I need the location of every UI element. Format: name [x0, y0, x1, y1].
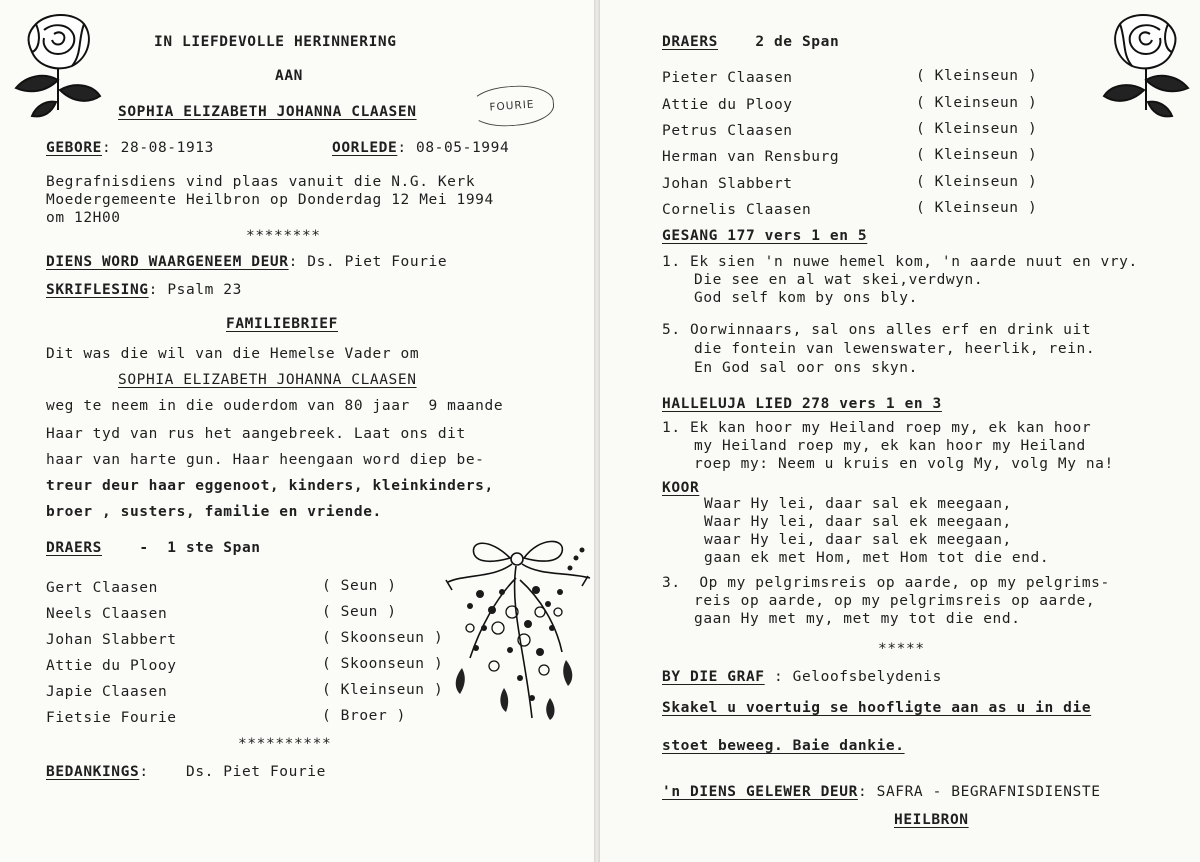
bearer-name: Fietsie Fourie [46, 710, 177, 726]
handwritten-maiden-name: FOURIE [469, 83, 556, 129]
bearer-name: Johan Slabbert [662, 176, 793, 192]
family-letter-heading: FAMILIEBRIEF [226, 316, 338, 332]
died-date: 08-05-1994 [415, 140, 510, 156]
reading-text: Psalm 23 [167, 282, 242, 298]
bearer-relation: ( Kleinseun ) [322, 682, 444, 698]
left-page [0, 0, 594, 862]
memorial-heading: IN LIEFDEVOLLE HERINNERING [154, 34, 397, 50]
bearer-relation: ( Seun ) [322, 578, 397, 594]
right-page [600, 0, 1200, 862]
service-provider-row: 'n DIENS GELEWER DEUR: SAFRA - BEGRAFNISDIENSTE [662, 784, 1101, 800]
bearer-relation: ( Kleinseun ) [916, 95, 1038, 111]
grave-label: BY DIE GRAF [662, 669, 765, 685]
rose-icon [1096, 10, 1196, 122]
rose-icon [8, 10, 108, 122]
bearer-name: Gert Claasen [46, 580, 158, 596]
bearer-relation: ( Seun ) [322, 604, 397, 620]
floral-bouquet-icon [440, 528, 594, 728]
town-name: HEILBRON [894, 812, 969, 828]
grave-text: Geloofsbelydenis [792, 669, 942, 685]
reading-label: SKRIFLESING [46, 282, 149, 298]
bearer-name: Japie Claasen [46, 684, 168, 700]
born-label: GEBORE [46, 140, 102, 156]
aan-label: AAN [275, 68, 303, 84]
born-date: 28-08-1913 [120, 140, 214, 156]
bearer-relation: ( Kleinseun ) [916, 174, 1038, 190]
divider-stars: ********** [238, 736, 332, 752]
letter-line: treur deur haar eggenoot, kinders, kleinkinders, [46, 478, 494, 494]
bearer-relation: ( Skoonseun ) [322, 630, 444, 646]
grave-row: BY DIE GRAF : Geloofsbelydenis [662, 669, 942, 685]
bearer-relation: ( Kleinseun ) [916, 121, 1038, 137]
hymn-line: 5. Oorwinnaars, sal ons alles erf en drink uit [662, 322, 1092, 338]
bearers-header-2 [662, 34, 839, 50]
divider-stars: ***** [878, 641, 925, 657]
bearer-relation: ( Kleinseun ) [916, 200, 1038, 216]
hymn-heading: GESANG 177 vers 1 en 5 [662, 228, 868, 244]
service-line: om 12H00 [46, 210, 121, 226]
deceased-name: SOPHIA ELIZABETH JOHANNA CLAASEN [118, 104, 417, 120]
bearer-name: Pieter Claasen [662, 70, 793, 86]
thanks-row: BEDANKINGS: Ds. Piet Fourie [46, 764, 326, 780]
service-provider-label: 'n DIENS GELEWER DEUR [662, 784, 858, 800]
bearers-header-1 [46, 540, 261, 556]
hymn-line: God self kom by ons bly. [694, 290, 918, 306]
officiant-label: DIENS WORD WAARGENEEM DEUR [46, 254, 289, 270]
bearers-team: 2 de Span [755, 34, 840, 50]
chorus-label: KOOR [662, 480, 700, 496]
chorus-line: Waar Hy lei, daar sal ek meegaan, [704, 496, 1012, 512]
letter-line: Haar tyd van rus het aangebreek. Laat ons dit [46, 426, 466, 442]
thanks-label: BEDANKINGS [46, 764, 140, 780]
officiant-name: Ds. Piet Fourie [307, 254, 448, 270]
hymn-line: En God sal oor ons skyn. [694, 360, 918, 376]
officiant-row: DIENS WORD WAARGENEEM DEUR: Ds. Piet Fourie [46, 254, 448, 270]
born-row: GEBORE: 28-08-1913 [46, 140, 214, 156]
song-line: reis op aarde, op my pelgrimsreis op aarde, [694, 593, 1096, 609]
song-line: roep my: Neem u kruis en volg My, volg My na! [694, 456, 1114, 472]
hymn-line: die fontein van lewenswater, heerlik, rein. [694, 341, 1096, 357]
died-label: OORLEDE [332, 140, 398, 156]
bearer-name: Cornelis Claasen [662, 202, 812, 218]
bearers-team: - 1 ste Span [139, 540, 261, 556]
letter-line: haar van harte gun. Haar heengaan word diep be- [46, 452, 485, 468]
song-heading: HALLELUJA LIED 278 vers 1 en 3 [662, 396, 942, 412]
bearer-name: Petrus Claasen [662, 123, 793, 139]
song-line: my Heiland roep my, ek kan hoor my Heiland [694, 438, 1086, 454]
bearer-name: Neels Claasen [46, 606, 168, 622]
bearer-name: Herman van Rensburg [662, 149, 840, 165]
bearers-label: DRAERS [662, 34, 718, 50]
chorus-line: gaan ek met Hom, met Hom tot die end. [704, 550, 1050, 566]
bearer-relation: ( Kleinseun ) [916, 147, 1038, 163]
chorus-line: Waar Hy lei, daar sal ek meegaan, [704, 514, 1012, 530]
bearers-label: DRAERS [46, 540, 102, 556]
reading-row: SKRIFLESING: Psalm 23 [46, 282, 242, 298]
chorus-line: waar Hy lei, daar sal ek meegaan, [704, 532, 1012, 548]
bearer-relation: ( Skoonseun ) [322, 656, 444, 672]
thanks-name: Ds. Piet Fourie [185, 764, 326, 780]
divider-stars: ******** [246, 228, 321, 244]
bearer-relation: ( Broer ) [322, 708, 406, 724]
letter-name: SOPHIA ELIZABETH JOHANNA CLAASEN [118, 372, 417, 388]
notice-line: stoet beweeg. Baie dankie. [662, 738, 905, 754]
bearer-name: Attie du Plooy [46, 658, 177, 674]
song-line: 1. Ek kan hoor my Heiland roep my, ek kan hoor [662, 420, 1092, 436]
notice-line: Skakel u voertuig se hoofligte aan as u in die [662, 700, 1092, 716]
bearer-relation: ( Kleinseun ) [916, 68, 1038, 84]
service-provider-name: SAFRA - BEGRAFNISDIENSTE [876, 784, 1101, 800]
service-line: Moedergemeente Heilbron op Donderdag 12 Mei 1994 [46, 192, 494, 208]
service-line: Begrafnisdiens vind plaas vanuit die N.G. Kerk [46, 174, 476, 190]
bearer-name: Johan Slabbert [46, 632, 177, 648]
letter-intro: Dit was die wil van die Hemelse Vader om [46, 346, 420, 362]
letter-line: weg te neem in die ouderdom van 80 jaar 9 maande [46, 398, 504, 414]
letter-line: broer , susters, familie en vriende. [46, 504, 382, 520]
hymn-line: Die see en al wat skei,verdwyn. [694, 272, 984, 288]
died-row: OORLEDE: 08-05-1994 [332, 140, 510, 156]
bearer-name: Attie du Plooy [662, 97, 793, 113]
hymn-line: 1. Ek sien 'n nuwe hemel kom, 'n aarde nuut en vry. [662, 254, 1138, 270]
song-line: gaan Hy met my, met my tot die end. [694, 611, 1021, 627]
song-line: 3. Op my pelgrimsreis op aarde, op my pelgrims- [662, 575, 1110, 591]
